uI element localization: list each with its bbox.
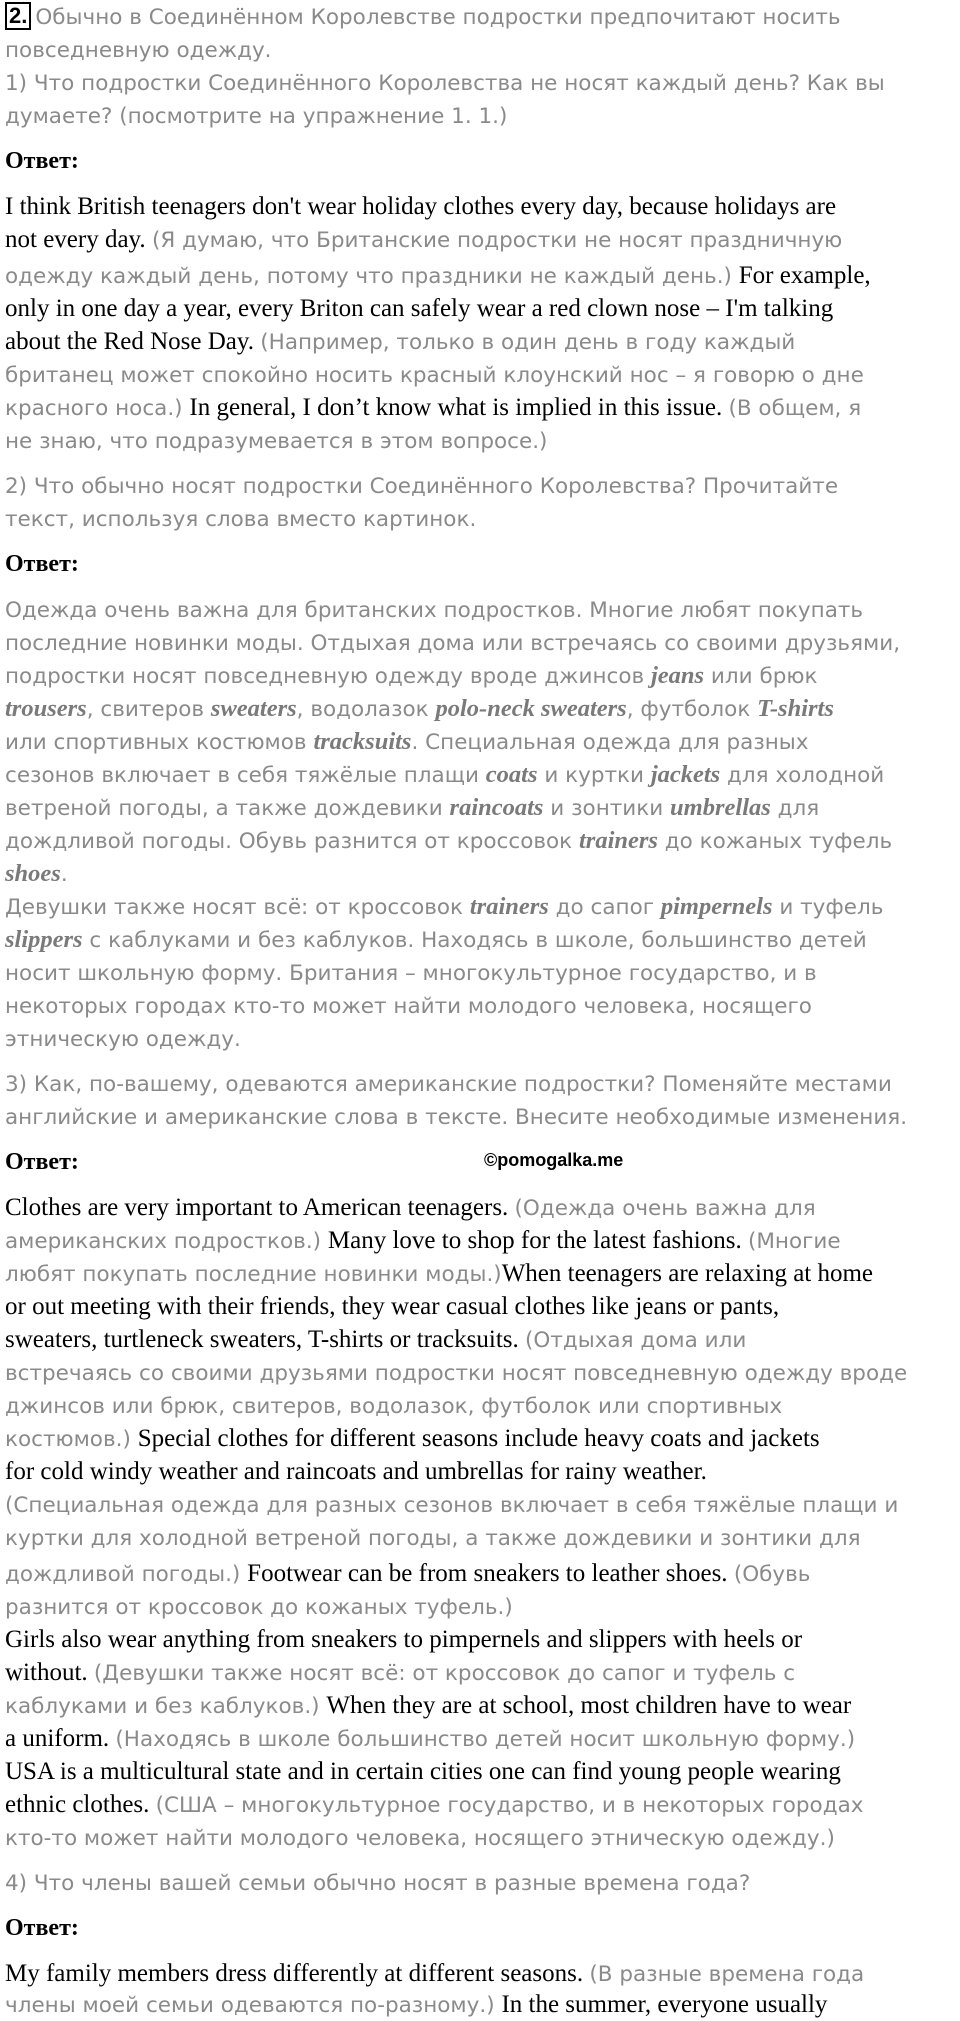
answer-label: Ответ: <box>5 148 79 174</box>
russian-text: (Находясь в школе большинство детей носит школьную форму.) <box>115 1727 856 1752</box>
text-line <box>5 225 842 256</box>
russian-text: носит школьную форму. Британия – многокультурное государство, и в <box>5 961 817 986</box>
english-text: or out meeting with their friends, they wear casual clothes like jeans or pants, <box>5 1293 780 1320</box>
english-text: only in one day a year, every Briton can safely wear a red clown nose – I'm talking <box>5 295 834 322</box>
russian-text: повседневную одежду. <box>5 38 272 63</box>
russian-text: , водолазок <box>296 697 436 722</box>
russian-text: (США – многокультурное государство, и в некоторых городах <box>155 1793 864 1818</box>
russian-text: или брюк <box>704 664 818 689</box>
russian-text: до кожаных туфель <box>657 829 893 854</box>
text-line <box>5 1625 802 1655</box>
english-text: For example, <box>738 262 871 289</box>
russian-text: любят покупать последние новинки моды.) <box>5 1262 502 1287</box>
text-line <box>5 991 812 1022</box>
russian-text: для холодной <box>720 763 885 788</box>
text-line <box>5 1325 746 1356</box>
text-line <box>5 1990 827 2021</box>
russian-text: . Специальная одежда для разных <box>411 730 809 755</box>
english-word: T-shirts <box>757 695 834 722</box>
text-line <box>5 793 819 824</box>
russian-text: английские и американские слова в тексте. Внесите необходимые изменения. <box>5 1105 908 1130</box>
english-word: slippers <box>5 926 83 953</box>
text-line <box>5 925 867 956</box>
english-text: Girls also wear anything from sneakers to pimpernels and slippers with heels or <box>5 1626 803 1653</box>
text-line <box>5 2 841 33</box>
text-line <box>5 1424 820 1455</box>
text-line <box>5 101 507 132</box>
text-line <box>5 294 833 324</box>
russian-text: , футболок <box>626 697 758 722</box>
english-word: trousers <box>5 695 87 722</box>
text-line <box>5 1592 513 1623</box>
text-line <box>5 859 68 890</box>
text-line <box>5 327 795 358</box>
english-word: coats <box>485 761 538 788</box>
text-line <box>5 760 884 791</box>
text-line <box>5 892 883 923</box>
text-line <box>5 68 885 99</box>
russian-text: последние новинки моды. Отдыхая дома или встречаясь со своими друзьями, <box>5 631 901 656</box>
text-line <box>5 1391 782 1422</box>
text-line <box>5 1959 864 1990</box>
russian-text: и куртки <box>537 763 651 788</box>
text-line <box>5 1358 907 1389</box>
russian-text: (Многие <box>747 1229 841 1254</box>
russian-text: (Обувь <box>733 1562 811 1587</box>
english-text: My family members dress differently at different seasons. <box>5 1960 590 1987</box>
text-line <box>5 504 476 535</box>
russian-text: члены моей семьи одеваются по-разному.) <box>5 1993 502 2018</box>
english-word: raincoats <box>449 794 544 821</box>
text-line <box>5 393 861 424</box>
text-line <box>5 1523 861 1554</box>
russian-text: красного носа.) <box>5 396 190 421</box>
text-line <box>5 1193 816 1224</box>
english-text: Clothes are very important to American teenagers. <box>5 1194 515 1221</box>
russian-text: Девушки также носят всё: от кроссовок <box>5 895 470 920</box>
russian-text: (В общем, я <box>728 396 862 421</box>
russian-text: подростки носят повседневную одежду вроде джинсов <box>5 664 651 689</box>
english-word: pimpernels <box>660 893 773 920</box>
text-line <box>5 1724 855 1755</box>
russian-text: американских подростков.) <box>5 1229 328 1254</box>
text-line <box>5 192 836 222</box>
text-line <box>5 1292 779 1322</box>
russian-text: с каблуками и без каблуков. Находясь в школе, большинство детей <box>82 928 867 953</box>
text-line <box>5 1559 810 1590</box>
russian-text: или спортивных костюмов <box>5 730 314 755</box>
english-word: trainers <box>579 827 658 854</box>
russian-text: и туфель <box>772 895 884 920</box>
russian-text: встречаясь со своими друзьями подростки носят повседневную одежду вроде <box>5 1361 908 1386</box>
english-text: ethnic clothes. <box>5 1791 156 1818</box>
russian-text: Одежда очень важна для британских подростков. Многие любят покупать <box>5 598 864 623</box>
english-word: polo-neck sweaters <box>435 695 627 722</box>
english-text: USA is a multicultural state and in certain cities one can find young people wearing <box>5 1758 841 1785</box>
text-line <box>5 1147 79 1177</box>
text-line <box>5 1226 841 1257</box>
watermark: ©pomogalka.me <box>484 1150 624 1170</box>
russian-text: (В разные времена года <box>589 1962 865 1987</box>
english-text: sweaters, turtleneck sweaters, T-shirts or tracksuits. <box>5 1326 526 1353</box>
russian-text: (Одежда очень важна для <box>514 1196 816 1221</box>
text-line <box>5 1691 851 1722</box>
russian-text: сезонов включает в себя тяжёлые плащи <box>5 763 486 788</box>
text-line <box>5 549 79 579</box>
english-text: In the summer, everyone usually <box>501 1991 828 2018</box>
russian-text: 1) Что подростки Соединённого Королевства не носят каждый день? Как вы <box>5 71 885 96</box>
russian-text: ветреной погоды, а также дождевики <box>5 796 450 821</box>
answer-label: Ответ: <box>5 551 79 577</box>
answer-label: Ответ: <box>5 1149 79 1175</box>
russian-text: (Отдыхая дома или <box>525 1328 747 1353</box>
english-word: jeans <box>651 662 705 689</box>
text-line <box>5 661 817 692</box>
russian-text: этническую одежду. <box>5 1027 241 1052</box>
russian-text: разнится от кроссовок до кожаных туфель.) <box>5 1595 513 1620</box>
english-text: I think British teenagers don't wear holiday clothes every day, because holidays are <box>5 193 837 220</box>
english-word: shoes <box>5 860 61 887</box>
text-line <box>5 261 871 292</box>
russian-text: кто-то может найти молодого человека, носящего этническую одежду.) <box>5 1826 835 1851</box>
text-line <box>5 1658 795 1689</box>
english-text: about the Red Nose Day. <box>5 328 261 355</box>
russian-text: . <box>60 862 68 887</box>
english-text: When teenagers are relaxing at home <box>501 1260 874 1287</box>
text-line <box>5 1868 750 1899</box>
russian-text: куртки для холодной ветреной погоды, а также дождевики и зонтики для <box>5 1526 861 1551</box>
english-text: without. <box>5 1659 94 1686</box>
english-text: When they are at school, most children have to wear <box>326 1692 852 1719</box>
text-line <box>5 1069 892 1100</box>
text-line <box>5 727 809 758</box>
russian-text: некоторых городах кто-то может найти молодого человека, носящего <box>5 994 812 1019</box>
text-line <box>5 694 834 725</box>
text-line <box>5 595 863 626</box>
russian-text: одежду каждый день, потому что праздники не каждый день.) <box>5 264 739 289</box>
english-text: Footwear can be from sneakers to leather shoes. <box>247 1560 734 1587</box>
text-line <box>5 426 547 457</box>
text-line <box>5 360 864 391</box>
russian-text: костюмов.) <box>5 1427 138 1452</box>
russian-text: до сапог <box>548 895 661 920</box>
russian-text: джинсов или брюк, свитеров, водолазок, футболок или спортивных <box>5 1394 783 1419</box>
text-line <box>5 1490 898 1521</box>
text-line <box>5 471 838 502</box>
english-word: tracksuits <box>313 728 412 755</box>
russian-text: дождливой погоды. Обувь разнится от кроссовок <box>5 829 579 854</box>
answer-label: Ответ: <box>5 1915 79 1941</box>
text-line <box>5 1024 241 1055</box>
russian-text: (Девушки также носят всё: от кроссовок до сапог и туфель с <box>93 1661 796 1686</box>
text-line <box>5 146 79 176</box>
text-line <box>5 628 900 659</box>
russian-text: Обычно в Соединённом Королевстве подростки предпочитают носить <box>35 5 841 30</box>
text-line <box>5 826 892 857</box>
russian-text: думаете? (посмотрите на упражнение 1. 1.) <box>5 104 508 129</box>
text-line <box>5 1457 707 1487</box>
text-line <box>5 1913 79 1943</box>
russian-text: текст, используя слова вместо картинок. <box>5 507 477 532</box>
russian-text: (Например, только в один день в году каждый <box>260 330 796 355</box>
russian-text: , свитеров <box>86 697 211 722</box>
russian-text: не знаю, что подразумевается в этом вопросе.) <box>5 429 548 454</box>
text-line <box>5 1823 835 1854</box>
english-word: umbrellas <box>670 794 771 821</box>
text-line <box>5 35 272 66</box>
russian-text: 3) Как, по-вашему, одеваются американские подростки? Поменяйте местами <box>5 1072 892 1097</box>
russian-text: и зонтики <box>543 796 671 821</box>
text-line <box>5 1790 863 1821</box>
text-line <box>5 1259 873 1290</box>
russian-text: 4) Что члены вашей семьи обычно носят в разные времена года? <box>5 1871 751 1896</box>
english-word: jackets <box>650 761 721 788</box>
english-text: a uniform. <box>5 1725 116 1752</box>
russian-text: каблуками и без каблуков.) <box>5 1694 327 1719</box>
english-word: sweaters <box>210 695 297 722</box>
russian-text: дождливой погоды.) <box>5 1562 248 1587</box>
english-word: trainers <box>469 893 549 920</box>
english-text: In general, I don’t know what is implied in this issue. <box>189 394 729 421</box>
russian-text: британец может спокойно носить красный клоунский нос – я говорю о дне <box>5 363 864 388</box>
text-line <box>5 958 817 989</box>
text-line <box>5 1102 907 1133</box>
english-text: Special clothes for different seasons include heavy coats and jackets <box>137 1425 820 1452</box>
task-number: 2. <box>5 2 31 30</box>
russian-text: (Я думаю, что Британские подростки не носят праздничную <box>151 228 843 253</box>
english-text: for cold windy weather and raincoats and umbrellas for rainy weather. <box>5 1458 707 1485</box>
text-line <box>5 1757 841 1787</box>
english-text: not every day. <box>5 226 152 253</box>
russian-text: 2) Что обычно носят подростки Соединённого Королевства? Прочитайте <box>5 474 839 499</box>
russian-text: (Специальная одежда для разных сезонов включает в себя тяжёлые плащи и <box>5 1493 899 1518</box>
english-text: Many love to shop for the latest fashions. <box>327 1227 748 1254</box>
russian-text: для <box>770 796 820 821</box>
